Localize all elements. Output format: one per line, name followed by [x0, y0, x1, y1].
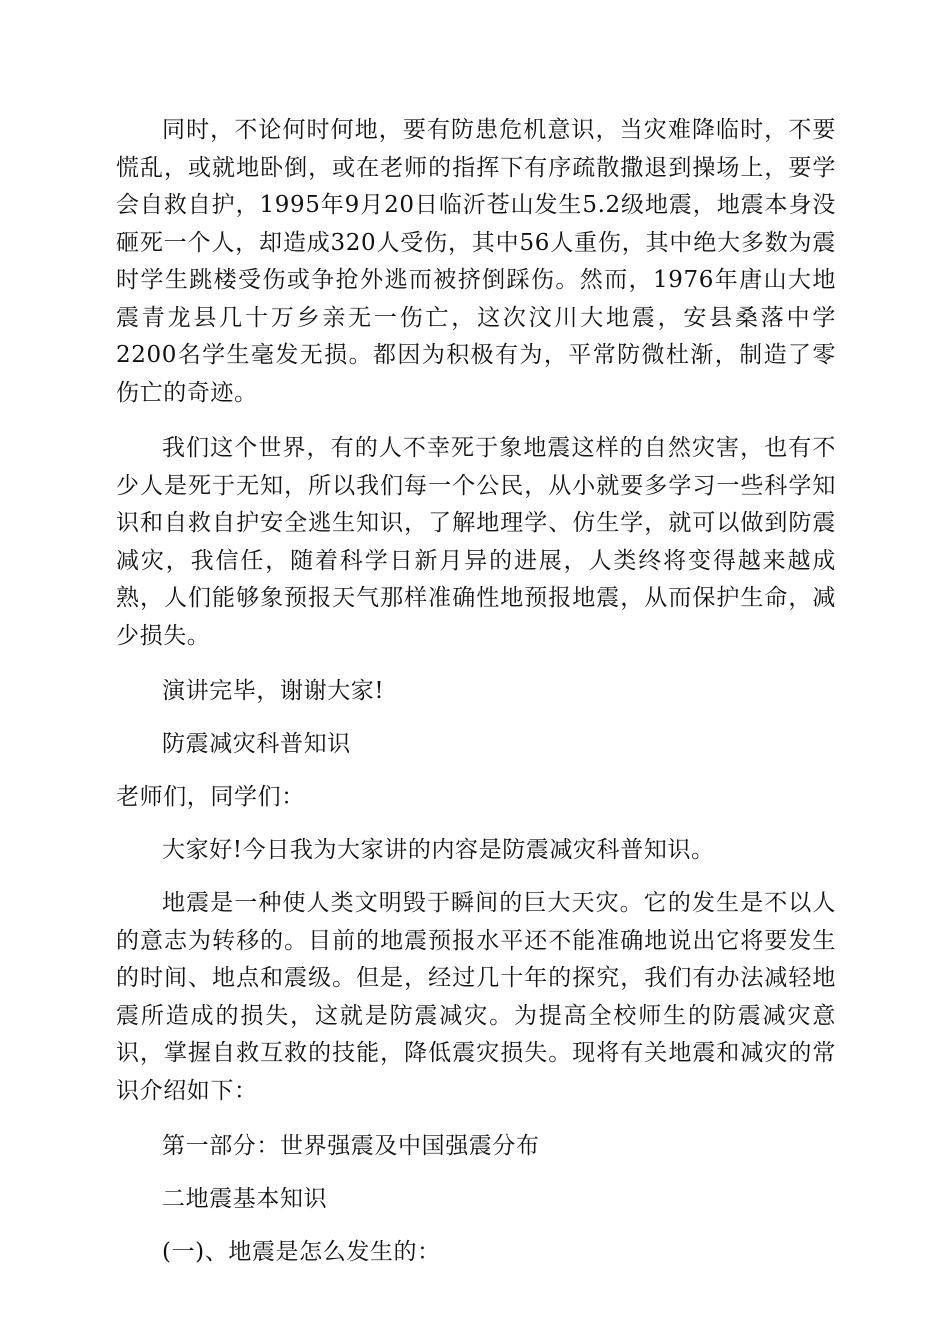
- part-one-heading: 第一部分：世界强震及中国强震分布: [162, 1133, 540, 1159]
- paragraph-earthquake-intro: 地震是一种使人类文明毁于瞬间的巨大天灾。它的发生是不以人的意志为转移的。目前的地震预报水平还不能准确地说出它将要发生的时间、地点和震级。但是，经过几十年的探究，我们有办法减轻地震所造成的损失，这就是防震减灾。为提高全校师生的防震减灾意识，掌握自救互救的技能，降低震灾损失。现将有关地震和减灾的常识介绍如下：: [116, 890, 836, 1104]
- paragraph-disaster-awareness: 同时，不论何时何地，要有防患危机意识，当灾难降临时，不要慌乱，或就地卧倒，或在老师的指挥下有序疏散撒退到操场上，要学会自救自护，1995年9月20日临沂苍山发生5.2级地震，地震本身没砸死一个人，却造成320人受伤，其中56人重伤，其中绝大多数为震时学生跳楼受伤或争抢外逃而被挤倒踩伤。然而，1976年唐山大地震青龙县几十万乡亲无一伤亡，这次汶川大地震，安县桑落中学2200名学生毫发无损。都因为积极有为，平常防微杜渐，制造了零伤亡的奇迹。: [116, 117, 836, 406]
- paragraph-science-knowledge: 我们这个世界，有的人不幸死于象地震这样的自然灾害，也有不少人是死于无知，所以我们每一个公民，从小就要多学习一些科学知识和自救自护安全逃生知识，了解地理学、仿生学，就可以做到防震减灾，我信任，随着科学日新月异的进展，人类终将变得越来越成熟，人们能够象预报天气那样准确性地预报地震，从而保护生命，减少损失。: [116, 435, 836, 649]
- speech-closing: 演讲完毕，谢谢大家!: [162, 678, 385, 704]
- subsection-heading: (一)、地震是怎么发生的：: [162, 1239, 441, 1265]
- greeting: 大家好!今日我为大家讲的内容是防震减灾科普知识。: [162, 837, 715, 863]
- document-body: [116, 112, 836, 1287]
- section-title: 防震减灾科普知识: [162, 731, 351, 757]
- salutation: 老师们，同学们：: [116, 784, 305, 810]
- part-two-heading: 二地震基本知识: [162, 1186, 328, 1212]
